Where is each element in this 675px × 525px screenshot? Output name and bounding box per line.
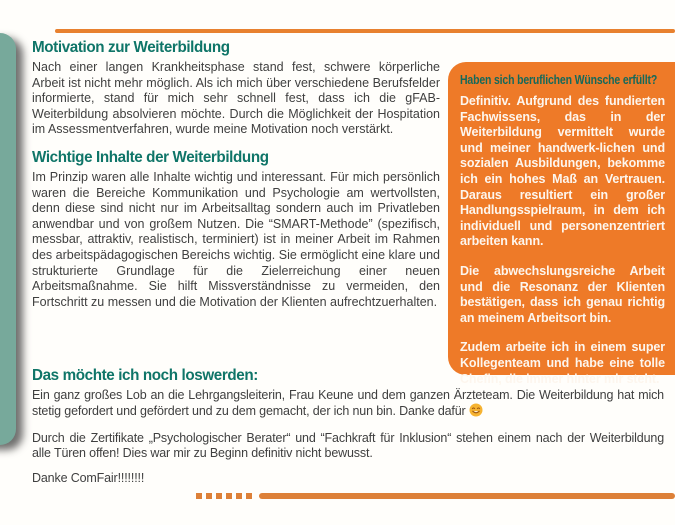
quote-box-paragraph-3: Zudem arbeite ich in einem super Kollegenteam und habe eine tolle Chefin, die immer hinter mir steht.	[460, 340, 665, 386]
dash-square	[246, 493, 252, 499]
section-title-inhalte: Wichtige Inhalte der Weiterbildung	[32, 148, 269, 166]
section-title-loswerden: Das möchte ich noch loswerden:	[32, 367, 258, 384]
bottom-dash-accents	[196, 493, 252, 499]
section-body-inhalte: Im Prinzip waren alle Inhalte wichtig und interessant. Für mich persönlich waren die Bereiche Kommunikation und Psychologie am wertvollsten, denn diese sind nicht nur im Arbeitsalltag sondern auch im Privatleben anwendbar und von großem Nutzen. Die “SMART-Methode” (spezifisch, messbar, attraktiv, realistisch, terminiert) ist in meiner Arbeit im Rahmen des arbeitspädagogischen Bereichs wichtig. Sie ermöglicht eine klare und strukturierte Grundlage für die Zielerreichung einer neuen Arbeitsmaßnahme. Sie hilft Missverständnisse zu vermeiden, den Fortschritt zu messen und die Motivation der Klienten aufrechtzuerhalten.	[32, 169, 440, 309]
section-title-motivation: Motivation zur Weiterbildung	[32, 39, 230, 56]
quote-box-paragraph-1: Definitiv. Aufgrund des fundierten Fachwissens, das in der Weiterbildung vermittelt wurde und meiner handwerk-lichen und sozialen Ausbildungen, bekomme ich ein hohes Maß an Vertrauen. Daraus resultiert ein großer Handlungsspielraum, in dem ich individuell und personenzentriert arbeiten kann.	[460, 94, 665, 249]
quote-box-paragraph-2: Die abwechslungsreiche Arbeit und die Resonanz der Klienten bestätigen, dass ich genau richtig an meinem Arbeitsort bin.	[460, 263, 665, 325]
section-loswerden-paragraph-2: Durch die Zertifikate „Psychologischer Berater“ und “Fachkraft für Inklusion“ stehen einem nach der Weiterbildung alle Türen offen! Dies war mir zu Beginn definitiv nicht bewusst.	[32, 431, 664, 460]
top-accent-line	[55, 29, 675, 33]
quote-box	[448, 62, 675, 386]
dash-square	[196, 493, 202, 499]
left-accent-shape	[0, 33, 16, 445]
dash-square	[226, 493, 232, 499]
dash-square	[216, 493, 222, 499]
dash-square	[236, 493, 242, 499]
section-body-motivation: Nach einer langen Krankheitsphase stand fest, schwere körperliche Arbeit ist nicht mehr möglich. Als ich mich über verschiedene Berufsfelder informierte, stand für mich sehr schnell fest, dass ich die gFAB-Weiterbildung absolvieren möchte. Durch die Möglichkeit der Hospitation im Assessmentverfahren, wurde meine Motivation noch verstärkt.	[32, 60, 440, 137]
section-loswerden-paragraph-1	[32, 388, 664, 421]
loswerden-p1-text: Ein ganz großes Lob an die Lehrgangsleiterin, Frau Keune und dem ganzen Ärzteteam. Die Weiterbildung hat mich stetig gefordert und gefördert und zu dem gemacht, der ich nun bin. Danke dafür	[32, 388, 664, 418]
smiling-face-emoji	[469, 403, 483, 421]
quote-box-title: Haben sich beruflichen Wünsche erfüllt?	[460, 73, 658, 87]
dash-square	[206, 493, 212, 499]
bottom-section	[32, 366, 664, 496]
section-loswerden-paragraph-3: Danke ComFair!!!!!!!!	[32, 471, 145, 485]
main-column	[32, 38, 440, 310]
bottom-accent-line	[259, 493, 675, 499]
